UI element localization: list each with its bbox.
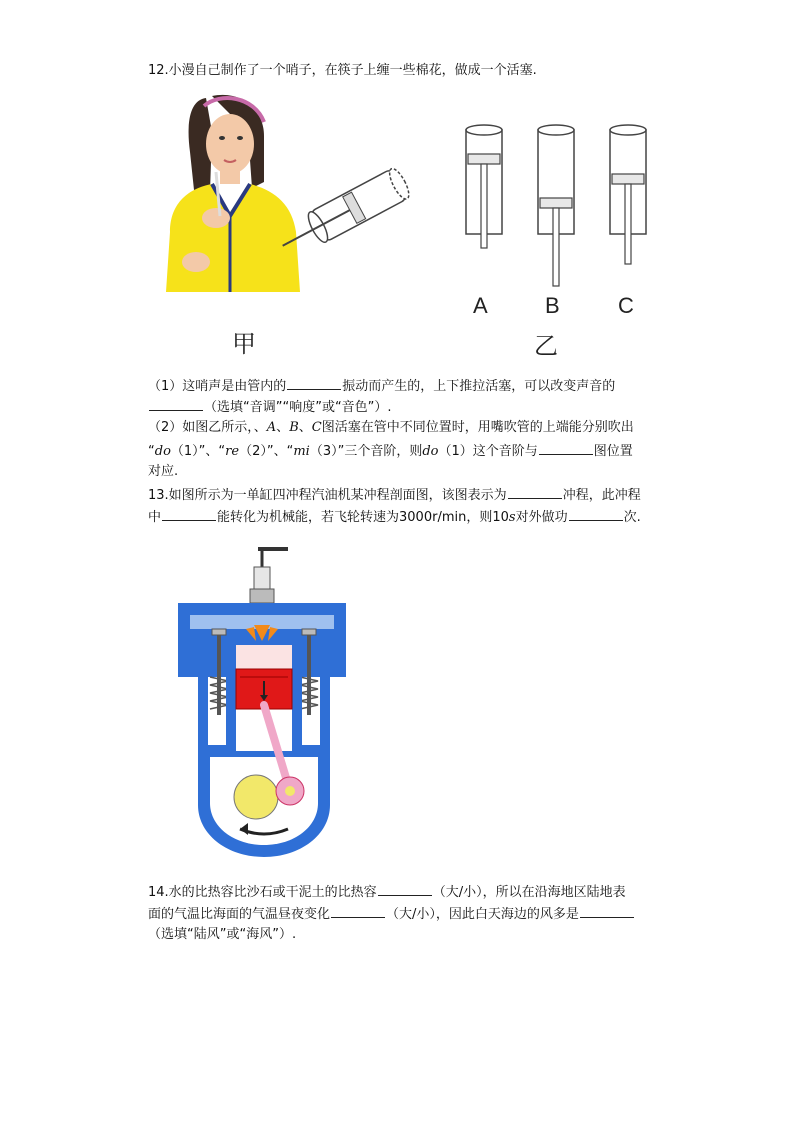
q12-part2-line3: 对应.	[148, 464, 179, 479]
answer-blank[interactable]	[580, 904, 634, 918]
tube-label-b: B	[545, 293, 560, 318]
q13-line2: 中 能转化为机械能，若飞轮转速为3000r/min，则10s对外做功 次.	[148, 507, 641, 527]
figure-tubes	[460, 122, 660, 292]
figure-label-yi: 乙	[534, 332, 558, 360]
tube-label-c: C	[618, 293, 634, 318]
answer-blank[interactable]	[149, 397, 203, 411]
answer-blank[interactable]	[508, 485, 562, 499]
q14-line3: （选填“陆风”或“海风”）.	[148, 927, 297, 942]
answer-blank[interactable]	[287, 376, 341, 390]
answer-blank[interactable]	[539, 441, 593, 455]
q14-line1: 14.水的比热容比沙石或干泥土的比热容 （大/小），所以在沿海地区陆地表	[148, 882, 626, 902]
answer-blank[interactable]	[331, 904, 385, 918]
answer-blank[interactable]	[569, 507, 623, 521]
figure-girl-whistle	[160, 92, 420, 292]
q12-part2-line2: “do（1）”、“re（2）”、“mi（3）”三个音阶，则do（1）这个音阶与 图位置	[148, 441, 633, 461]
q12-title: 12.小漫自己制作了一个哨子，在筷子上缠一些棉花，做成一个活塞.	[148, 63, 537, 78]
answer-blank[interactable]	[378, 882, 432, 896]
q13-line1: 13.如图所示为一单缸四冲程汽油机某冲程剖面图，该图表示为 冲程，此冲程	[148, 485, 641, 505]
q12-part2-line1: （2）如图乙所示，、A、B、C图活塞在管中不同位置时，用嘴吹管的上端能分别吹出	[148, 420, 634, 435]
answer-blank[interactable]	[162, 507, 216, 521]
q12-part1-line1: （1）这哨声是由管内的 振动而产生的，上下推拉活塞，可以改变声音的	[148, 376, 615, 396]
figure-engine	[170, 545, 360, 863]
tube-label-a: A	[473, 293, 488, 318]
figure-label-jia: 甲	[232, 330, 256, 358]
q12-part1-line2: （选填“音调”“响度”或“音色”）.	[148, 397, 392, 417]
q14-line2: 面的气温比海面的气温昼夜变化 （大/小），因此白天海边的风多是	[148, 904, 635, 924]
